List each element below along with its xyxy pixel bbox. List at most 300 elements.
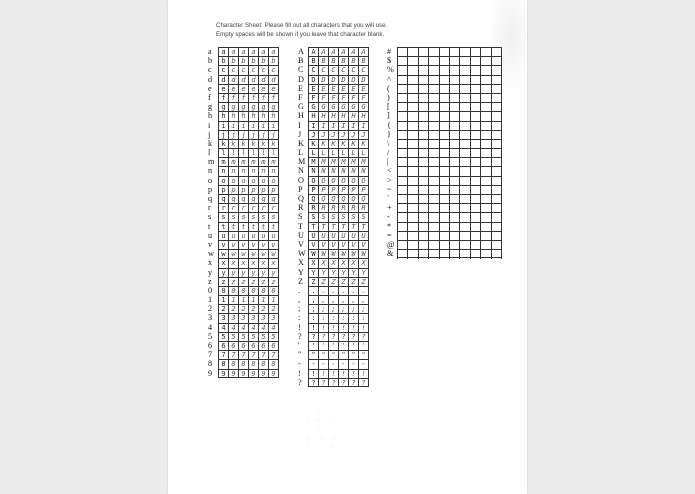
character-cell[interactable]: I	[318, 122, 328, 131]
character-cell[interactable]: m	[268, 158, 279, 167]
character-cell[interactable]: N	[318, 167, 328, 176]
character-cell[interactable]: I	[328, 122, 338, 131]
character-cell[interactable]: 7	[268, 351, 279, 360]
character-cell[interactable]: W	[338, 250, 348, 259]
character-cell[interactable]: S	[328, 213, 338, 222]
character-cell[interactable]: e	[218, 85, 228, 94]
character-cell[interactable]: l	[238, 149, 248, 158]
character-cell[interactable]: ,	[308, 296, 318, 305]
character-cell[interactable]: 2	[238, 305, 248, 314]
character-cell[interactable]: p	[248, 186, 258, 195]
character-cell[interactable]: 1	[268, 296, 279, 305]
character-cell[interactable]: R	[338, 204, 348, 213]
character-cell[interactable]: ?	[328, 379, 338, 388]
character-cell[interactable]: j	[218, 131, 228, 140]
character-cell[interactable]: s	[218, 213, 228, 222]
character-cell[interactable]: -	[308, 360, 318, 369]
character-cell[interactable]: .	[308, 287, 318, 296]
character-cell[interactable]: d	[218, 76, 228, 85]
character-cell[interactable]: o	[248, 177, 258, 186]
character-cell[interactable]: Q	[328, 195, 338, 204]
character-cell[interactable]: x	[248, 259, 258, 268]
character-cell[interactable]: G	[338, 103, 348, 112]
character-cell[interactable]: X	[328, 259, 338, 268]
character-cell[interactable]: p	[218, 186, 228, 195]
character-cell[interactable]: v	[218, 241, 228, 250]
character-cell[interactable]: p	[268, 186, 279, 195]
character-cell[interactable]: r	[268, 204, 279, 213]
character-cell[interactable]: J	[338, 131, 348, 140]
character-cell[interactable]: !	[338, 324, 348, 333]
character-cell[interactable]: M	[318, 158, 328, 167]
character-cell[interactable]: 6	[248, 342, 258, 351]
character-cell[interactable]: A	[358, 48, 369, 57]
character-cell[interactable]: 7	[228, 351, 238, 360]
character-cell[interactable]: I	[308, 122, 318, 131]
character-cell[interactable]: -	[358, 360, 369, 369]
character-cell[interactable]: p	[228, 186, 238, 195]
character-cell[interactable]: E	[328, 85, 338, 94]
character-cell[interactable]: D	[328, 76, 338, 85]
character-cell[interactable]: g	[248, 103, 258, 112]
character-cell[interactable]: !	[328, 370, 338, 379]
character-cell[interactable]: e	[228, 85, 238, 94]
character-cell[interactable]: E	[348, 85, 358, 94]
character-cell[interactable]: f	[268, 94, 279, 103]
character-cell[interactable]: K	[328, 140, 338, 149]
character-cell[interactable]: c	[218, 66, 228, 75]
character-cell[interactable]: M	[358, 158, 369, 167]
character-cell[interactable]: Z	[348, 278, 358, 287]
character-cell[interactable]: k	[268, 140, 279, 149]
character-cell[interactable]: s	[248, 213, 258, 222]
character-cell[interactable]: P	[308, 186, 318, 195]
character-cell[interactable]: I	[358, 122, 369, 131]
character-cell[interactable]: N	[348, 167, 358, 176]
character-cell[interactable]: v	[228, 241, 238, 250]
character-cell[interactable]: 8	[228, 360, 238, 369]
character-cell[interactable]: B	[348, 57, 358, 66]
character-cell[interactable]: b	[218, 57, 228, 66]
character-cell[interactable]: D	[348, 76, 358, 85]
character-cell[interactable]: G	[318, 103, 328, 112]
character-cell[interactable]: y	[258, 269, 268, 278]
character-cell[interactable]: D	[308, 76, 318, 85]
character-cell[interactable]: d	[268, 76, 279, 85]
character-cell[interactable]: !	[348, 370, 358, 379]
character-cell[interactable]: 9	[218, 370, 228, 379]
character-cell[interactable]: U	[328, 232, 338, 241]
character-cell[interactable]: F	[328, 94, 338, 103]
character-cell[interactable]: s	[268, 213, 279, 222]
character-cell[interactable]: y	[248, 269, 258, 278]
character-cell[interactable]: 9	[238, 370, 248, 379]
character-cell[interactable]: ;	[358, 305, 369, 314]
character-cell[interactable]: 2	[268, 305, 279, 314]
character-cell[interactable]: K	[348, 140, 358, 149]
character-cell[interactable]: J	[348, 131, 358, 140]
character-cell[interactable]: E	[358, 85, 369, 94]
character-cell[interactable]: k	[258, 140, 268, 149]
character-cell[interactable]: Q	[338, 195, 348, 204]
character-cell[interactable]: 4	[218, 324, 228, 333]
character-cell[interactable]: -	[318, 360, 328, 369]
character-cell[interactable]: d	[238, 76, 248, 85]
character-cell[interactable]: r	[248, 204, 258, 213]
character-cell[interactable]: Z	[338, 278, 348, 287]
character-cell[interactable]: P	[328, 186, 338, 195]
character-cell[interactable]: f	[258, 94, 268, 103]
character-cell[interactable]: W	[328, 250, 338, 259]
character-cell[interactable]: "	[348, 351, 358, 360]
character-cell[interactable]: H	[308, 112, 318, 121]
character-cell[interactable]: .	[348, 287, 358, 296]
character-cell[interactable]: X	[308, 259, 318, 268]
character-cell[interactable]: T	[358, 223, 369, 232]
character-cell[interactable]: 5	[238, 333, 248, 342]
character-cell[interactable]: j	[228, 131, 238, 140]
character-cell[interactable]: q	[228, 195, 238, 204]
character-cell[interactable]: ?	[358, 379, 369, 388]
character-cell[interactable]: Q	[318, 195, 328, 204]
character-cell[interactable]: Q	[308, 195, 318, 204]
character-cell[interactable]: ;	[328, 305, 338, 314]
character-cell[interactable]: G	[328, 103, 338, 112]
character-cell[interactable]: 1	[238, 296, 248, 305]
character-cell[interactable]: 5	[248, 333, 258, 342]
character-cell[interactable]: K	[308, 140, 318, 149]
character-cell[interactable]: k	[218, 140, 228, 149]
character-cell[interactable]: J	[318, 131, 328, 140]
character-cell[interactable]	[418, 250, 428, 259]
character-cell[interactable]: !	[338, 370, 348, 379]
character-cell[interactable]: '	[328, 342, 338, 351]
character-cell[interactable]: O	[328, 177, 338, 186]
character-cell[interactable]: W	[318, 250, 328, 259]
character-cell[interactable]: t	[268, 223, 279, 232]
character-cell[interactable]	[428, 250, 438, 259]
character-cell[interactable]: L	[358, 149, 369, 158]
character-cell[interactable]: n	[218, 167, 228, 176]
character-cell[interactable]: I	[348, 122, 358, 131]
character-cell[interactable]: :	[348, 314, 358, 323]
character-cell[interactable]: u	[238, 232, 248, 241]
character-cell[interactable]: 4	[248, 324, 258, 333]
character-cell[interactable]: F	[318, 94, 328, 103]
character-cell[interactable]: 2	[258, 305, 268, 314]
character-cell[interactable]: H	[328, 112, 338, 121]
character-cell[interactable]: y	[218, 269, 228, 278]
character-cell[interactable]: d	[248, 76, 258, 85]
character-cell[interactable]: ?	[348, 333, 358, 342]
character-cell[interactable]: x	[258, 259, 268, 268]
character-cell[interactable]	[480, 250, 490, 259]
character-cell[interactable]: 6	[268, 342, 279, 351]
character-cell[interactable]: ;	[338, 305, 348, 314]
character-cell[interactable]: e	[258, 85, 268, 94]
character-cell[interactable]: n	[248, 167, 258, 176]
character-cell[interactable]: "	[358, 351, 369, 360]
character-cell[interactable]: Q	[348, 195, 358, 204]
character-cell[interactable]: .	[338, 287, 348, 296]
character-cell[interactable]: ?	[318, 379, 328, 388]
character-cell[interactable]: j	[258, 131, 268, 140]
character-cell[interactable]: D	[338, 76, 348, 85]
character-cell[interactable]: i	[268, 122, 279, 131]
character-cell[interactable]: L	[348, 149, 358, 158]
character-cell[interactable]: z	[238, 278, 248, 287]
character-cell[interactable]: T	[308, 223, 318, 232]
character-cell[interactable]: 0	[228, 287, 238, 296]
character-cell[interactable]: a	[238, 48, 248, 57]
character-cell[interactable]: m	[238, 158, 248, 167]
character-cell[interactable]: "	[338, 351, 348, 360]
character-cell[interactable]: N	[358, 167, 369, 176]
character-cell[interactable]: c	[238, 66, 248, 75]
character-cell[interactable]: .	[318, 287, 328, 296]
character-cell[interactable]: M	[348, 158, 358, 167]
character-cell[interactable]: T	[348, 223, 358, 232]
character-cell[interactable]: Y	[328, 269, 338, 278]
character-cell[interactable]: 7	[258, 351, 268, 360]
character-cell[interactable]: t	[248, 223, 258, 232]
character-cell[interactable]: M	[338, 158, 348, 167]
character-cell[interactable]: 3	[218, 314, 228, 323]
character-cell[interactable]: 7	[218, 351, 228, 360]
character-cell[interactable]: z	[268, 278, 279, 287]
character-cell[interactable]: v	[268, 241, 279, 250]
character-cell[interactable]: "	[308, 351, 318, 360]
character-cell[interactable]: f	[218, 94, 228, 103]
character-cell[interactable]: 0	[238, 287, 248, 296]
character-cell[interactable]: Q	[358, 195, 369, 204]
character-cell[interactable]: u	[218, 232, 228, 241]
character-cell[interactable]: D	[318, 76, 328, 85]
character-cell[interactable]: s	[228, 213, 238, 222]
character-cell[interactable]: 8	[218, 360, 228, 369]
character-cell[interactable]: T	[338, 223, 348, 232]
character-cell[interactable]: g	[218, 103, 228, 112]
character-cell[interactable]: !	[308, 324, 318, 333]
character-cell[interactable]: h	[228, 112, 238, 121]
character-cell[interactable]: U	[338, 232, 348, 241]
character-cell[interactable]: H	[358, 112, 369, 121]
character-cell[interactable]: 1	[248, 296, 258, 305]
character-cell[interactable]: b	[258, 57, 268, 66]
character-cell[interactable]: 1	[258, 296, 268, 305]
character-cell[interactable]: T	[328, 223, 338, 232]
character-cell[interactable]: d	[258, 76, 268, 85]
character-cell[interactable]: ;	[318, 305, 328, 314]
character-cell[interactable]: I	[338, 122, 348, 131]
character-cell[interactable]: v	[238, 241, 248, 250]
character-cell[interactable]: h	[258, 112, 268, 121]
character-cell[interactable]: z	[218, 278, 228, 287]
character-cell[interactable]: r	[258, 204, 268, 213]
character-cell[interactable]: :	[308, 314, 318, 323]
character-cell[interactable]: a	[228, 48, 238, 57]
character-cell[interactable]: w	[248, 250, 258, 259]
character-cell[interactable]: c	[268, 66, 279, 75]
character-cell[interactable]: e	[248, 85, 258, 94]
character-cell[interactable]: Z	[358, 278, 369, 287]
character-cell[interactable]: z	[258, 278, 268, 287]
character-cell[interactable]: ?	[338, 333, 348, 342]
character-cell[interactable]: b	[248, 57, 258, 66]
character-cell[interactable]: r	[218, 204, 228, 213]
character-cell[interactable]: 8	[268, 360, 279, 369]
character-cell[interactable]: ?	[358, 333, 369, 342]
character-cell[interactable]: Y	[308, 269, 318, 278]
character-cell[interactable]: C	[318, 66, 328, 75]
character-cell[interactable]: C	[328, 66, 338, 75]
character-cell[interactable]: 4	[228, 324, 238, 333]
character-cell[interactable]: u	[248, 232, 258, 241]
character-cell[interactable]: Z	[308, 278, 318, 287]
character-cell[interactable]: K	[318, 140, 328, 149]
character-cell[interactable]: ,	[338, 296, 348, 305]
character-cell[interactable]: -	[328, 360, 338, 369]
character-cell[interactable]: k	[228, 140, 238, 149]
character-cell[interactable]: Y	[358, 269, 369, 278]
character-cell[interactable]: '	[308, 342, 318, 351]
character-cell[interactable]: D	[358, 76, 369, 85]
character-cell[interactable]: N	[328, 167, 338, 176]
character-cell[interactable]: t	[218, 223, 228, 232]
character-cell[interactable]: 8	[258, 360, 268, 369]
character-cell[interactable]: Y	[338, 269, 348, 278]
character-cell[interactable]: u	[258, 232, 268, 241]
character-cell[interactable]: R	[358, 204, 369, 213]
character-cell[interactable]: ?	[348, 379, 358, 388]
character-cell[interactable]: G	[348, 103, 358, 112]
character-cell[interactable]	[491, 250, 502, 259]
character-cell[interactable]: R	[328, 204, 338, 213]
character-cell[interactable]: p	[258, 186, 268, 195]
character-cell[interactable]: :	[328, 314, 338, 323]
character-cell[interactable]: E	[308, 85, 318, 94]
character-cell[interactable]: !	[328, 324, 338, 333]
character-cell[interactable]: k	[248, 140, 258, 149]
character-cell[interactable]: "	[328, 351, 338, 360]
character-cell[interactable]: 0	[268, 287, 279, 296]
character-cell[interactable]: J	[358, 131, 369, 140]
character-cell[interactable]: U	[308, 232, 318, 241]
character-cell[interactable]: 4	[268, 324, 279, 333]
character-cell[interactable]: F	[338, 94, 348, 103]
character-cell[interactable]: 3	[228, 314, 238, 323]
character-cell[interactable]: m	[258, 158, 268, 167]
character-cell[interactable]: !	[318, 324, 328, 333]
character-cell[interactable]: U	[348, 232, 358, 241]
character-cell[interactable]: d	[228, 76, 238, 85]
character-cell[interactable]: N	[338, 167, 348, 176]
character-cell[interactable]: o	[258, 177, 268, 186]
character-cell[interactable]: V	[348, 241, 358, 250]
character-cell[interactable]: A	[308, 48, 318, 57]
character-cell[interactable]: H	[338, 112, 348, 121]
character-cell[interactable]: ?	[318, 333, 328, 342]
character-cell[interactable]: S	[318, 213, 328, 222]
character-cell[interactable]: 0	[258, 287, 268, 296]
character-cell[interactable]: S	[338, 213, 348, 222]
character-cell[interactable]	[449, 250, 459, 259]
character-cell[interactable]: b	[268, 57, 279, 66]
character-cell[interactable]: o	[268, 177, 279, 186]
character-cell[interactable]: E	[338, 85, 348, 94]
character-cell[interactable]: a	[268, 48, 279, 57]
character-cell[interactable]: 2	[248, 305, 258, 314]
character-cell[interactable]: '	[348, 342, 358, 351]
character-cell[interactable]: s	[238, 213, 248, 222]
character-cell[interactable]: P	[358, 186, 369, 195]
character-cell[interactable]: 6	[238, 342, 248, 351]
character-cell[interactable]: L	[328, 149, 338, 158]
character-cell[interactable]: i	[228, 122, 238, 131]
character-cell[interactable]: x	[218, 259, 228, 268]
character-cell[interactable]: M	[328, 158, 338, 167]
character-cell[interactable]: V	[338, 241, 348, 250]
character-cell[interactable]: G	[358, 103, 369, 112]
character-cell[interactable]: l	[228, 149, 238, 158]
character-cell[interactable]: f	[248, 94, 258, 103]
character-cell[interactable]: C	[348, 66, 358, 75]
character-cell[interactable]: t	[228, 223, 238, 232]
character-cell[interactable]: y	[268, 269, 279, 278]
character-cell[interactable]	[459, 250, 469, 259]
character-cell[interactable]: S	[358, 213, 369, 222]
character-cell[interactable]: 4	[258, 324, 268, 333]
character-cell[interactable]: k	[238, 140, 248, 149]
character-cell[interactable]: F	[348, 94, 358, 103]
character-cell[interactable]: x	[238, 259, 248, 268]
character-cell[interactable]: X	[348, 259, 358, 268]
character-cell[interactable]: H	[348, 112, 358, 121]
character-cell[interactable]: b	[238, 57, 248, 66]
character-cell[interactable]: n	[258, 167, 268, 176]
character-cell[interactable]: X	[318, 259, 328, 268]
character-cell[interactable]: ,	[318, 296, 328, 305]
character-cell[interactable]: i	[238, 122, 248, 131]
character-cell[interactable]: B	[318, 57, 328, 66]
character-cell[interactable]: M	[308, 158, 318, 167]
character-cell[interactable]: 6	[258, 342, 268, 351]
character-cell[interactable]: 0	[248, 287, 258, 296]
character-cell[interactable]: v	[258, 241, 268, 250]
character-cell[interactable]: W	[308, 250, 318, 259]
character-cell[interactable]: R	[348, 204, 358, 213]
character-cell[interactable]: i	[218, 122, 228, 131]
character-cell[interactable]: P	[338, 186, 348, 195]
character-cell[interactable]: 3	[238, 314, 248, 323]
character-cell[interactable]: -	[348, 360, 358, 369]
character-cell[interactable]: "	[318, 351, 328, 360]
character-cell[interactable]: q	[258, 195, 268, 204]
character-cell[interactable]: J	[328, 131, 338, 140]
character-cell[interactable]: 5	[228, 333, 238, 342]
character-cell[interactable]: 9	[248, 370, 258, 379]
character-cell[interactable]: h	[238, 112, 248, 121]
character-cell[interactable]: r	[228, 204, 238, 213]
character-cell[interactable]: !	[318, 370, 328, 379]
character-cell[interactable]: a	[218, 48, 228, 57]
character-cell[interactable]: 5	[218, 333, 228, 342]
character-cell[interactable]: w	[218, 250, 228, 259]
character-cell[interactable]: l	[268, 149, 279, 158]
character-cell[interactable]: n	[268, 167, 279, 176]
character-cell[interactable]: m	[228, 158, 238, 167]
character-cell[interactable]: O	[308, 177, 318, 186]
